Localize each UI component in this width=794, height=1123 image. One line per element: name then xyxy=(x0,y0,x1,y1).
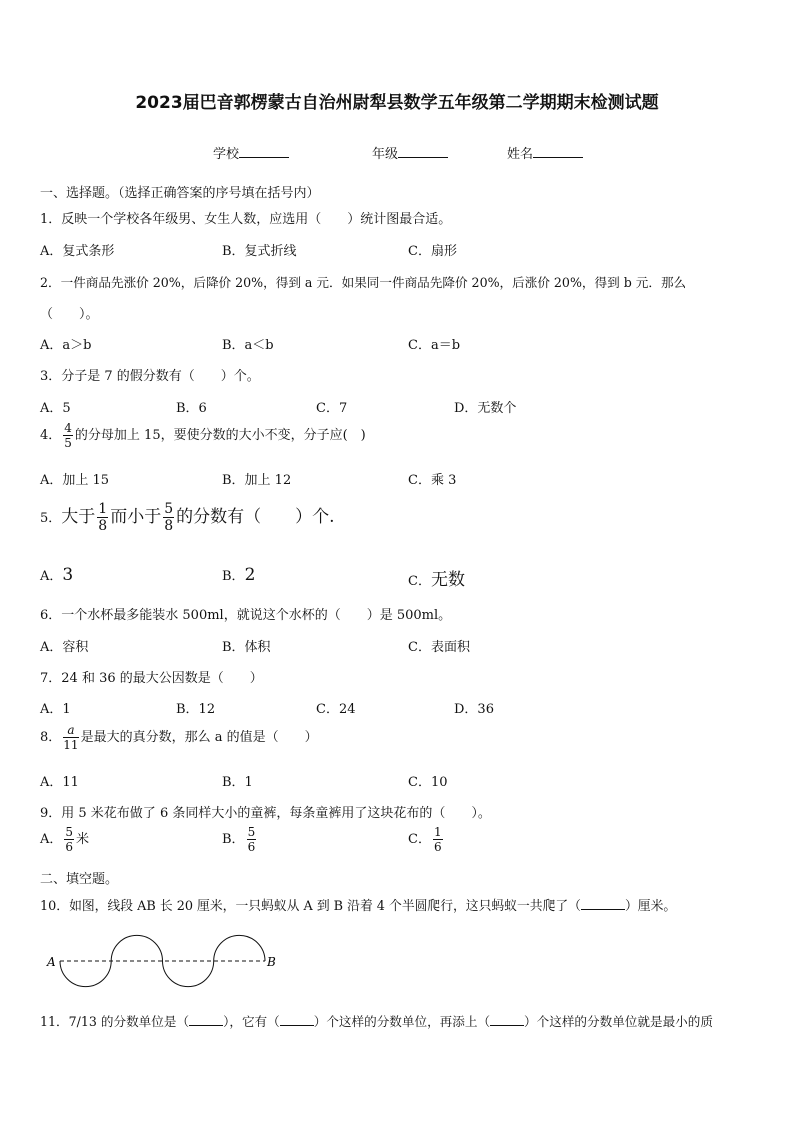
q10-stem-a: 10．如图，线段 AB 长 20 厘米，一只蚂蚁从 A 到 B 沿着 4 个半圆爬行，这只蚂蚁一共爬了（ xyxy=(40,899,581,914)
q5-fraction-1 xyxy=(97,502,108,533)
q8-frac-den: 11 xyxy=(63,738,79,752)
name-label: 姓名 xyxy=(507,147,534,162)
q9-a-den: 6 xyxy=(65,840,74,854)
q2-option-a[interactable]: A．a＞b xyxy=(40,338,92,353)
q5-fraction-2 xyxy=(163,502,174,533)
q5-frac1-num: 1 xyxy=(98,501,108,517)
question-1: 1．反映一个学校各年级男、女生人数，应选用（ ）统计图最合适。 xyxy=(40,212,452,227)
page-title: 2023届巴音郭楞蒙古自治州尉犁县数学五年级第二学期期末检测试题 xyxy=(135,93,659,113)
q8-stem: 是最大的真分数，那么 a 的值是（ ） xyxy=(80,730,318,745)
q9-option-b-fraction xyxy=(247,826,257,853)
q8-option-a[interactable]: A．11 xyxy=(40,775,79,790)
name-field xyxy=(507,143,583,162)
grade-blank[interactable] xyxy=(398,145,448,158)
semicircle-2 xyxy=(111,935,162,961)
question-8 xyxy=(40,724,318,751)
q5-option-b-label: B． xyxy=(222,569,245,584)
q1-option-c[interactable]: C．扇形 xyxy=(408,244,457,259)
question-6: 6．一个水杯最多能装水 500ml，就说这个水杯的（ ）是 500ml。 xyxy=(40,608,452,623)
q9-c-den: 6 xyxy=(433,840,442,854)
q5-option-a[interactable] xyxy=(40,565,73,585)
q4-number: 4． xyxy=(40,428,62,443)
question-3: 3．分子是 7 的假分数有（ ）个。 xyxy=(40,369,260,384)
q5-post: 的分数有（ ）个. xyxy=(176,507,335,527)
school-blank[interactable] xyxy=(239,145,289,158)
q5-option-a-value: 3 xyxy=(62,565,74,585)
q1-option-a[interactable]: A．复式条形 xyxy=(40,244,115,259)
q3-option-b[interactable]: B．6 xyxy=(176,401,207,416)
q9-c-num: 1 xyxy=(433,825,442,839)
q5-option-a-label: A． xyxy=(40,569,63,584)
q9-option-a-unit: 米 xyxy=(76,832,90,847)
q8-frac-num: a xyxy=(63,724,78,738)
q1-option-b[interactable]: B．复式折线 xyxy=(222,244,297,259)
question-2-line2: （ ）。 xyxy=(40,307,99,322)
q9-a-num: 5 xyxy=(65,825,74,839)
q11-part2: ），它有（ xyxy=(223,1014,280,1029)
q8-option-b[interactable]: B．1 xyxy=(222,775,253,790)
q4-option-c[interactable]: C．乘 3 xyxy=(408,473,457,488)
q6-option-a[interactable]: A．容积 xyxy=(40,640,89,655)
q6-option-b[interactable]: B．体积 xyxy=(222,640,271,655)
q2-option-b[interactable]: B．a＜b xyxy=(222,338,274,353)
semicircle-diagram xyxy=(40,928,290,988)
point-b-label: B xyxy=(267,955,276,969)
q5-option-b-value: 2 xyxy=(244,565,256,585)
q9-option-b[interactable] xyxy=(222,826,258,853)
q9-option-c[interactable] xyxy=(408,826,445,853)
q9-option-a[interactable] xyxy=(40,826,89,853)
school-field xyxy=(213,143,289,162)
q5-frac2-num: 5 xyxy=(164,501,174,517)
q5-option-c[interactable] xyxy=(408,565,465,590)
point-a-label: A xyxy=(47,955,56,969)
question-5 xyxy=(40,502,335,533)
q2-option-c[interactable]: C．a＝b xyxy=(408,338,461,353)
section-fill-heading: 二、填空题。 xyxy=(40,872,119,887)
q9-option-b-label: B． xyxy=(222,832,245,847)
question-2-line1: 2．一件商品先涨价 20%，后降价 20%，得到 a 元．如果同一件商品先降价 20%，后涨价 20%，得到 b 元．那么 xyxy=(40,275,687,290)
q9-option-a-fraction xyxy=(64,826,74,853)
q11-part3: ）个这样的分数单位，再添上（ xyxy=(313,1014,491,1029)
question-7: 7．24 和 36 的最大公因数是（ ） xyxy=(40,671,263,686)
q5-number: 5． xyxy=(40,511,62,526)
q5-mid: 而小于 xyxy=(110,507,162,527)
semicircle-3 xyxy=(163,961,214,987)
q9-option-c-fraction xyxy=(433,826,443,853)
q10-answer-blank[interactable] xyxy=(581,898,625,910)
grade-field xyxy=(372,143,448,162)
q8-option-c[interactable]: C．10 xyxy=(408,775,448,790)
q4-stem: 的分母加上 15，要使分数的大小不变，分子应( ) xyxy=(74,428,366,443)
q5-option-c-label: C． xyxy=(408,574,431,589)
grade-label: 年级 xyxy=(372,147,399,162)
q5-frac2-den: 8 xyxy=(164,518,174,534)
q8-fraction xyxy=(63,724,78,751)
q9-option-c-label: C． xyxy=(408,832,431,847)
question-9: 9．用 5 米花布做了 6 条同样大小的童裤，每条童裤用了这块花布的（ ）。 xyxy=(40,806,491,821)
q4-frac-den: 5 xyxy=(64,436,72,450)
q4-fraction xyxy=(63,422,73,449)
section-choice-heading: 一、选择题。（选择正确答案的序号填在括号内） xyxy=(40,186,320,201)
q3-option-c[interactable]: C．7 xyxy=(316,401,348,416)
q7-option-c[interactable]: C．24 xyxy=(316,702,356,717)
q11-part4: ）个这样的分数单位就是最小的质 xyxy=(524,1014,713,1029)
q5-option-c-value: 无数 xyxy=(430,570,465,590)
q5-pre: 大于 xyxy=(61,507,96,527)
q9-option-a-label: A． xyxy=(40,832,63,847)
semicircle-4 xyxy=(214,935,265,961)
q10-stem-b: ）厘米。 xyxy=(624,899,677,914)
school-label: 学校 xyxy=(213,147,240,162)
q4-option-a[interactable]: A．加上 15 xyxy=(40,473,110,488)
q3-option-a[interactable]: A．5 xyxy=(40,401,71,416)
q7-option-d[interactable]: D．36 xyxy=(454,702,494,717)
q5-option-b[interactable] xyxy=(222,565,255,585)
q9-b-den: 6 xyxy=(247,840,256,854)
q3-option-d[interactable]: D．无数个 xyxy=(454,401,517,416)
q7-option-b[interactable]: B．12 xyxy=(176,702,216,717)
semicircle-1 xyxy=(60,961,111,987)
q4-option-b[interactable]: B．加上 12 xyxy=(222,473,292,488)
q9-b-num: 5 xyxy=(247,825,256,839)
q11-blank-3[interactable] xyxy=(490,1014,524,1026)
question-10 xyxy=(40,895,676,914)
q11-blank-1[interactable] xyxy=(189,1014,223,1026)
question-4 xyxy=(40,422,366,449)
q8-number: 8． xyxy=(40,730,62,745)
q7-option-a[interactable]: A．1 xyxy=(40,702,71,717)
q5-frac1-den: 8 xyxy=(98,518,108,534)
q4-frac-num: 4 xyxy=(64,421,72,435)
q6-option-c[interactable]: C．表面积 xyxy=(408,640,470,655)
name-blank[interactable] xyxy=(533,145,583,158)
q11-blank-2[interactable] xyxy=(280,1014,314,1026)
question-11 xyxy=(40,1011,713,1030)
q11-part1: 11．7/13 的分数单位是（ xyxy=(40,1014,190,1029)
